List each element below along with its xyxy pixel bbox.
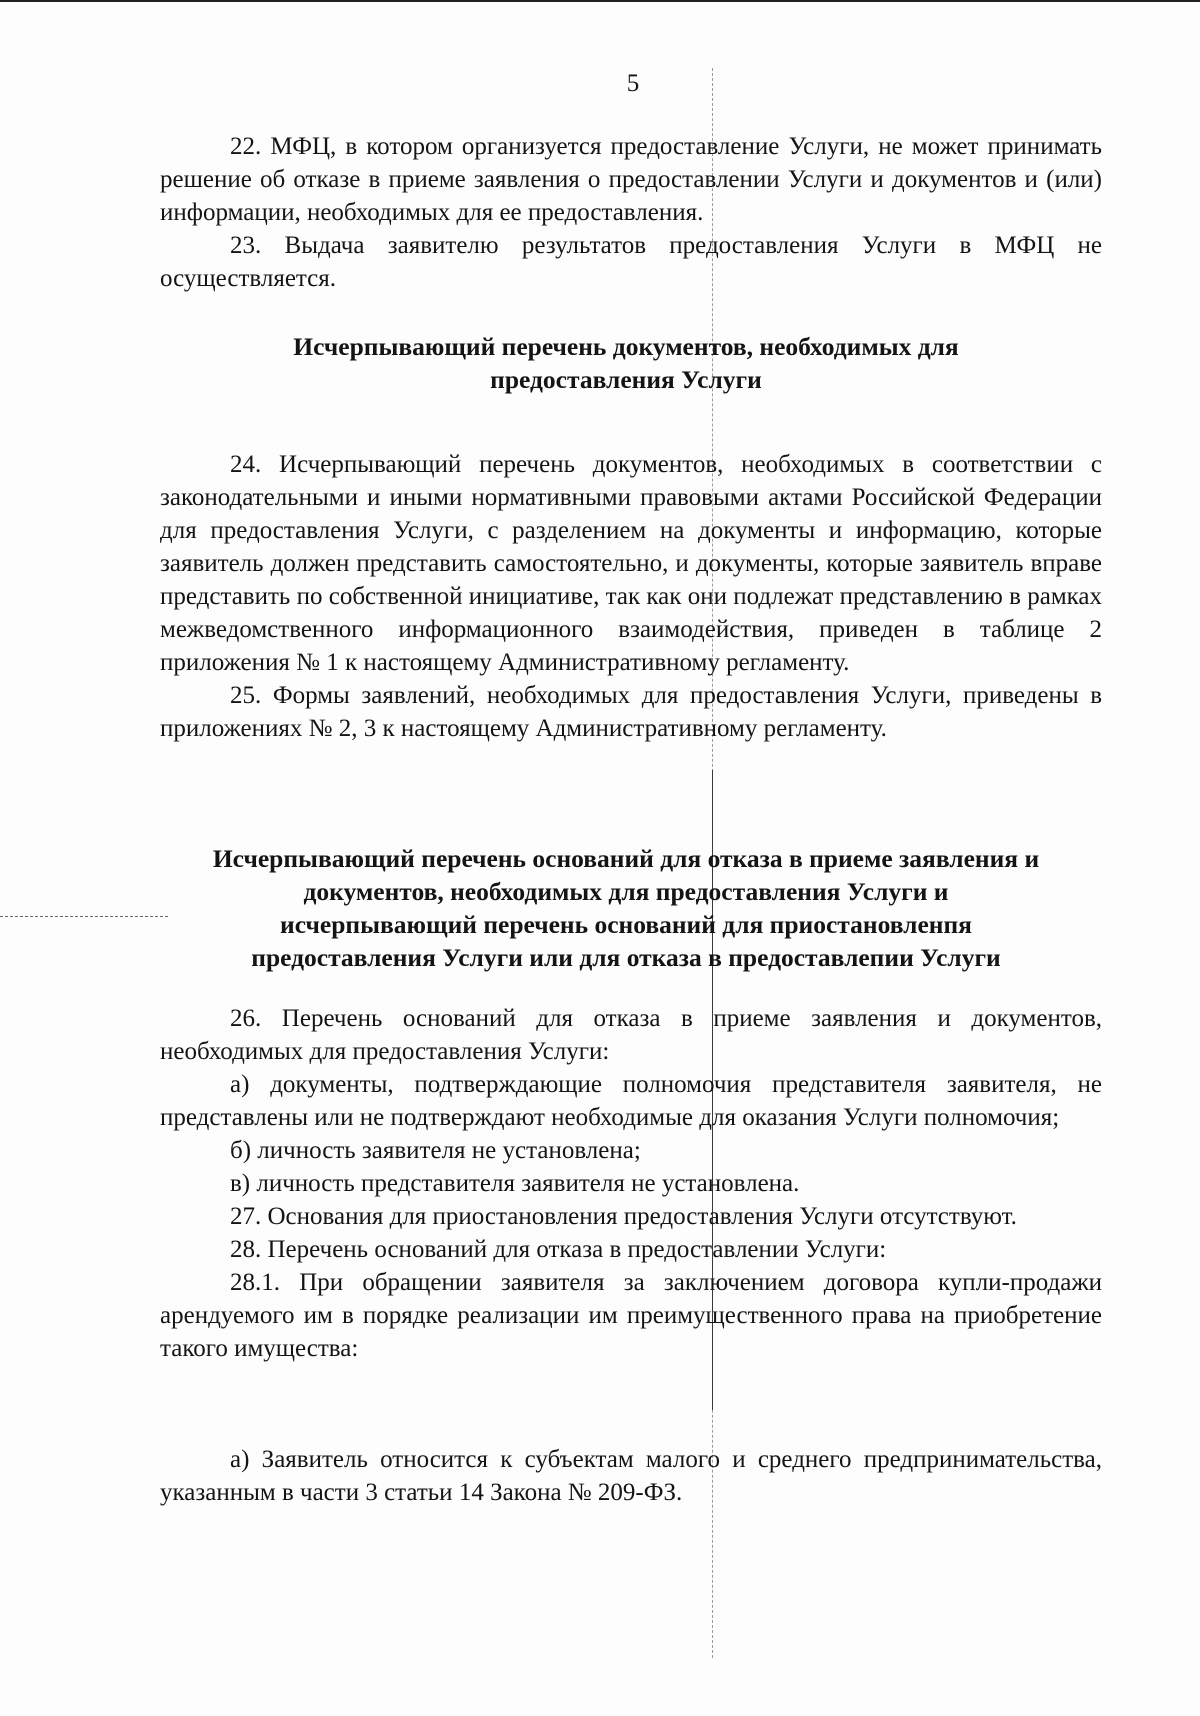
paragraph-25: 25. Формы заявлений, необходимых для предоставления Услуги, приведены в приложениях № 2, 3 к настоящему Административному регламенту.: [160, 682, 1102, 742]
heading-line: Исчерпывающий перечень оснований для отказа в приеме заявления и: [212, 844, 1040, 873]
paragraph-27: 27. Основания для приостановления предоставления Услуги отсутствуют.: [230, 1203, 1017, 1230]
paragraph-28: 28. Перечень оснований для отказа в предоставлении Услуги:: [230, 1236, 887, 1263]
paragraph-26-a: а) документы, подтверждающие полномочия представителя заявителя, не представлены или не подтверждают необходимые для оказания Услуги полномочия;: [160, 1071, 1102, 1131]
heading-line: документов, необходимых для предоставления Услуги и: [303, 877, 949, 906]
heading-line: предоставления Услуги или для отказа в предоставлепии Услуги: [251, 943, 1001, 972]
scan-dash-mark: [0, 916, 168, 917]
paragraph-26-b: б) личность заявителя не установлена;: [230, 1137, 641, 1164]
paragraph-28-1-a: а) Заявитель относится к субъектам малого и среднего предпринимательства, указанным в части 3 статьи 14 Закона № 209-ФЗ.: [160, 1446, 1102, 1506]
paragraph-26: 26. Перечень оснований для отказа в приеме заявления и документов, необходимых для предоставления Услуги:: [160, 1005, 1102, 1065]
paragraph-24: 24. Исчерпывающий перечень документов, необходимых в соответствии с законодательными и иными нормативными правовыми актами Российской Федерации для предоставления Услуги, с разделением на документы и информацию, которые заявитель должен представить самостоятельно, и документы, которые заявитель вправе представить по собственной инициативе, так как они подлежат представлению в рамках межведомственного информационного взаимодействия, приведен в таблице 2 приложения № 1 к настоящему Административному регламенту.: [160, 451, 1102, 676]
paragraph-26-c: в) личность представителя заявителя не установлена.: [230, 1170, 800, 1197]
heading-refusal-grounds: [150, 842, 1102, 974]
paragraph-23: 23. Выдача заявителю результатов предоставления Услуги в МФЦ не осуществляется.: [160, 232, 1102, 292]
page-number: 5: [626, 70, 640, 97]
paragraph-28-1: 28.1. При обращении заявителя за заключением договора купли-продажи арендуемого им в порядке реализации им преимущественного права на приобретение такого имущества:: [160, 1269, 1102, 1362]
heading-documents-list: [150, 330, 1102, 396]
paragraph-22: 22. МФЦ, в котором организуется предоставление Услуги, не может принимать решение об отказе в приеме заявления о предоставлении Услуги и документов и (или) информации, необходимых для ее предоставления.: [160, 133, 1102, 226]
scan-top-edge: [0, 0, 1200, 2]
heading-line: Исчерпывающий перечень документов, необходимых для: [293, 332, 959, 361]
section-paragraphs-22-23: [160, 130, 1102, 295]
heading-line: исчерпывающий перечень оснований для приостановленпя: [280, 910, 972, 939]
section-paragraphs-24-25: [160, 448, 1102, 745]
section-paragraphs-26-28: [160, 1002, 1102, 1365]
heading-line: предоставления Услуги: [490, 365, 762, 394]
section-paragraph-28-1-a: [160, 1443, 1102, 1509]
